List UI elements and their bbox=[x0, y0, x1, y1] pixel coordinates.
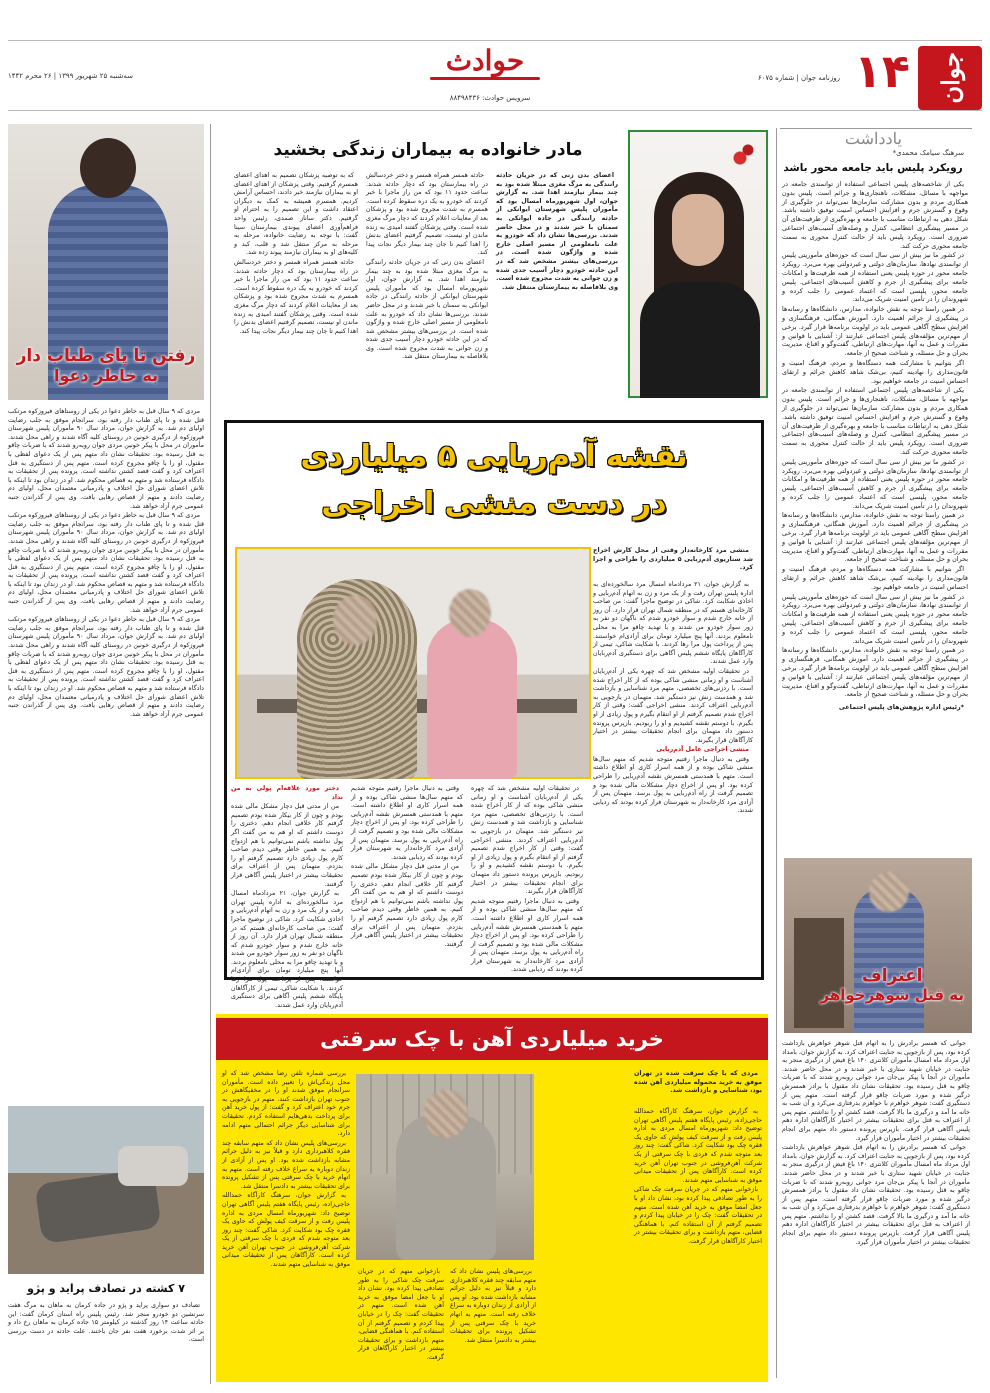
donation-col3 bbox=[234, 172, 358, 394]
gallows-article bbox=[8, 124, 204, 994]
kidnapping-col3 bbox=[351, 785, 463, 971]
cheque-paragraph: بررسی‌های پلیس نشان داد که متهم سابقه چند فقره کلاهبرداری دارد و قبلاً نیز به دلیل جرائم مشابه بازداشت شده بود. او پس از آزادی از زندان دوباره به سراغ خلاف رفته است. متهم به اتهام خرید با چک سرقتی پس از تشکیل پرونده برای تحقیقات بیشتر به دادسرا منتقل شد. bbox=[450, 1268, 536, 1344]
cheque-paragraph: بررسی شماره تلفن رضا مشخص شد که او محل زندگی‌اش را تغییر داده است. مأموران سرانجام موفق شدند او را در مخفیگاهش در جنوب تهران بازداشت کنند. متهم در بازجویی به جرم خود اعتراف کرد و گفت: از پول خرید آهن برای پرداخت بدهی‌هایم استفاده کردم. تحقیقات برای شناسایی دیگر جرائم احتمالی متهم ادامه دارد. bbox=[222, 1070, 350, 1138]
cheque-col2 bbox=[358, 1268, 444, 1374]
kidnapping-title bbox=[227, 439, 761, 521]
page-number: ۱۴ bbox=[853, 44, 910, 98]
donation-paragraph: اعضای بدن زنی که در جریان حادثه رانندگی به مرگ مغزی مبتلا شده بود به چند بیمار نیازمند اهدا شد. به گزارش جوان، اول شهریورماه امسال بود که مأموران پلیس شهرستان ایوانکی از حادثه رانندگی در جاده ایوانکی به سمنان با خبر شدند و در محل حاضر شدند. بررسی‌ها نشان داد که خودرو به علت نامعلومی از مسیر اصلی خارج شده و واژگون شده است. در بررسی‌های بیشتر مشخص شد که در این حادثه خودرو دچار آسیب جدی شده و زن جوانی به شدت مجروح شده است. وی بلافاصله به بیمارستان منتقل شد. bbox=[496, 172, 618, 291]
paper-info: روزنامه جوان | شماره ۶۰۷۵ bbox=[757, 74, 840, 82]
kidnapping-paragraph: در تحقیقات اولیه مشخص شد که چهره یکی از آدم‌ربایان آشناست و او زمانی منشی شاکی بوده که از کار اخراج شده است. با ردزنی‌های تخصصی، متهم مرد شناسایی و بازداشت شد و همدست زنش نیز دستگیر شد. متهمان در بازجویی به آدم‌ربایی اعتراف کردند. منشی اخراجی گفت: وقتی از کار اخراج شدم تصمیم گرفتم از او انتقام بگیرم و پول زیادی از او بگیرم. با دوستم نقشه کشیدیم و او را ربودیم. بازپرس پرونده دستور داد متهمان برای انجام تحقیقات بیشتر در اختیار کارآگاهان قرار بگیرند. bbox=[471, 785, 583, 896]
cheque-title-bar bbox=[216, 1018, 768, 1060]
yaddasht-paragraph: در کشور ما نیز بیش از سی سال است که حوزه‌های مأموریتی پلیس از توانمندی نهادها، سازمان‌های دولتی و غیردولتی بهره می‌برد. رویکرد جامعه محور در حوزه پلیس یعنی استفاده از همه ظرفیت‌ها و امکانات جامعه برای پیشگیری از جرم و کاهش آسیب‌های اجتماعی. پلیس جامعه محور، پلیسی است که اعتماد عمومی را جلب کرده و شهروندان را در تأمین امنیت شریک می‌داند. bbox=[782, 251, 968, 304]
confession-paragraph: جوانی که همسر برادرش را به اتهام قتل شوهر خواهرش بازداشت کرده بود، پس از بازجویی به جنایت اعتراف کرد. به گزارش جوان، بامداد اول مرداد ماه امسال مأموران کلانتری ۱۴۰ باغ فیض از درگیری منجر به جنایت در خیابان شهید ستاری با خبر شدند و در محل حاضر شدند. مأموران در آنجا با پیکر بی‌جان مرد جوانی روبه‌رو شدند که با ضربات چاقو به قتل رسیده بود. تحقیقات نشان داد مقتول با برادر همسرش درگیر شده و مورد ضربات چاقو قرار گرفته است. متهم پس از دستگیری گفت: شوهر خواهرم با خواهرم بدرفتاری می‌کرد و آن شب به خانه ما آمد و درگیری ما بالا گرفت. قصد کشتن او را نداشتم. متهم پس از اعتراف به قتل برای تحقیقات بیشتر در اختیار کارآگاهان اداره دهم پلیس آگاهی قرار گرفت. بازپرس پرونده دستور داد متهم برای انجام تحقیقات بیشتر در اختیار مأموران قرار گیرد. bbox=[782, 1040, 970, 1142]
gallows-paragraph: مردی که ۹ سال قبل به خاطر دعوا در یکی از روستاهای فیروزکوه مرتکب قتل شده و تا پای طناب دار رفته بود، سرانجام موفق به جلب رضایت اولیای دم شد. به گزارش جوان، مرداد سال ۹۰ مأموران پلیس شهرستان فیروزکوه از درگیری خونین در روستای کلیه آگاه شدند و راهی محل شدند. مأموران در محل با پیکر خونین مردی جوان روبه‌رو شدند که با ضربات چاقو به قتل رسیده بود. تحقیقات نشان داد متهم پس از یک دعوای لفظی با مقتول، او را با چاقو مجروح کرده است. متهم پس از دستگیری به قتل اعتراف کرد و گفت قصد کشتن نداشته است. پرونده پس از تحقیقات به دادگاه فرستاده شد و متهم به قصاص محکوم شد. او در زندان بود تا اینکه با تلاش اعضای شورای حل اختلاف و پادرمیانی معتمدان محل، اولیای دم رضایت دادند و متهم از قصاص رهایی یافت. وی پس از گذراندن جنبه عمومی جرم آزاد خواهد شد. bbox=[8, 616, 204, 718]
cheque-photo bbox=[356, 1074, 534, 1260]
kidnapping-paragraph: به گزارش جوان، ۲۱ مردادماه امسال مرد سالخورده‌ای به اداره پلیس تهران رفت و از یک مرد و زن به اتهام آدم‌ربایی و اخاذی شکایت کرد. شاکی در توضیح ماجرا گفت: من صاحب کارخانه‌ای هستم که در منطقه شمال تهران قرار دارد. آن روز از خانه خارج شدم و سوار خودرو شدم که ناگهان دو نفر به زور سوار خودرو من شدند و با تهدید چاقو مرا به محلی نامعلوم بردند. آنها پنج میلیارد تومان برای آزادی‌ام خواستند. پس از پرداخت پول مرا رها کردند. با شکایت شاکی، تیمی از کارآگاهان پایگاه ششم پلیس آگاهی برای دستگیری آدم‌ربایان وارد عمل شدند. bbox=[593, 581, 753, 666]
crash-article bbox=[8, 1106, 204, 1384]
gallows-kicker bbox=[8, 346, 204, 385]
suspect-man bbox=[427, 619, 517, 779]
cheque-title: خرید میلیاردی آهن با چک سرقتی bbox=[320, 1027, 664, 1051]
cheque-lead bbox=[634, 1070, 762, 1106]
kidnapping-title-line2: در دست منشی اخراجی bbox=[321, 486, 667, 521]
donation-photo bbox=[628, 130, 768, 398]
kidnapping-subhead: دختر مورد علاقه‌ام پولی به من نداد bbox=[231, 785, 343, 801]
logo-text: جوان bbox=[935, 52, 965, 104]
gallows-paragraph: مردی که ۹ سال قبل به خاطر دعوا در یکی از روستاهای فیروزکوه مرتکب قتل شده و تا پای طناب دار رفته بود، سرانجام موفق به جلب رضایت اولیای دم شد. به گزارش جوان، مرداد سال ۹۰ مأموران پلیس شهرستان فیروزکوه از درگیری خونین در روستای کلیه آگاه شدند و راهی محل شدند. مأموران در محل با پیکر خونین مردی جوان روبه‌رو شدند که با ضربات چاقو به قتل رسیده بود. تحقیقات نشان داد متهم پس از یک دعوای لفظی با مقتول، او را با چاقو مجروح کرده است. متهم پس از دستگیری به قتل اعتراف کرد و گفت قصد کشتن نداشته است. پرونده پس از تحقیقات به دادگاه فرستاده شد و متهم به قصاص محکوم شد. او در زندان بود تا اینکه با تلاش اعضای شورای حل اختلاف و پادرمیانی معتمدان محل، اولیای دم رضایت دادند و متهم از قصاص رهایی یافت. وی پس از گذراندن جنبه عمومی جرم آزاد خواهد شد. bbox=[8, 512, 204, 614]
kidnapping-lead-text: منشی مرد کارخانه‌دار وقتی از محل کارش اخراج شد سناریوی آدم‌ربایی ۵ میلیاردی را طراحی و اجرا کرد. bbox=[593, 547, 754, 572]
cheque-article bbox=[216, 1014, 768, 1382]
donation-col2 bbox=[366, 172, 488, 394]
cheque-lead-text: مردی که با چک سرقت شده در تهران موفق به خرید محموله میلیاردی آهن شده بود، شناسایی و بازداشت شد. bbox=[634, 1070, 762, 1095]
kidnapping-paragraph: من از مدتی قبل دچار مشکل مالی شده بودم و چون از کار بیکار شده بودم تصمیم گرفتم کار خلافی انجام دهم. دختری را دوست داشتم که او هم به من گفت اگر پول نداشته باشم نمی‌توانیم با هم ازدواج کنیم. به همین خاطر وقتی دیدم صاحب کارم پول زیادی دارد تصمیم گرفتم او را بدزدم. متهمان پس از اعتراف برای تحقیقات بیشتر در اختیار پلیس آگاهی قرار گرفتند. bbox=[351, 863, 463, 948]
confession-article bbox=[780, 858, 972, 1378]
kidnapping-subhead: منشی اخراجی عامل آدم‌ربایی bbox=[656, 746, 749, 754]
wrecked-car bbox=[118, 1146, 188, 1186]
yaddasht-paragraph: در همین راستا توجه به نقش خانواده، مدارس، دانشگاه‌ها و رسانه‌ها در پیشگیری از جرائم اهمیت دارد. آموزش همگانی، فرهنگسازی و افزایش سطح آگاهی عمومی باید در اولویت برنامه‌ها قرار گیرد. برخی از مهم‌ترین مؤلفه‌های پلیس اجتماعی عبارتند از: آشنایی با قوانین و مقررات و عمل به آنها، مهارت‌های ارتباطی، گفت‌وگو و اقناع، مدیریت بحران و حل مسئله، و شناخت صحیح از جامعه. bbox=[782, 511, 968, 564]
woman-face bbox=[672, 194, 724, 266]
donation-paragraph: که به توصیه پزشکان تصمیم به اهدای اعضای همسرم گرفتیم. وقتی پزشکان از اهدای اعضای او به بیماران نیازمند خبر دادند، احساس آرامش کردیم. همسرم همیشه به کمک به دیگران اعتقاد داشت و این تصمیم را به احترام او گرفتیم. دکتر ساناز صمدی، رئیس واحد فراهم‌آوری اعضای پیوندی بیمارستان سینا گفت: با توجه به رضایت خانواده، مرحله به مرحله به مرکز منتقل شد و قلب، کبد و کلیه‌های او به بیماران نیازمند پیوند زده شد. bbox=[234, 172, 358, 257]
crash-paragraph: تصادف دو سواری پراید و پژو در جاده کرمان به ماهان به مرگ هفت سرنشین دو خودرو منجر شد. رئیس پلیس راه استان کرمان گفت: این حادثه ساعت ۱۴ روز گذشته در کیلومتر ۱۵ جاده کرمان به ماهان رخ داد و بر اثر شدت برخورد هفت نفر جان باختند. علت حادثه در دست بررسی است. bbox=[8, 1302, 204, 1344]
section-underline bbox=[430, 77, 540, 80]
kidnapping-article bbox=[224, 420, 764, 1009]
donation-paragraph: حادثه همسر همراه همسر و دختر خردسالش در راه بیمارستان بود که دچار حادثه شدند. ساعت حدود ۱۱ بود که من راز ماجرا با خبر کردند که خودرو به یک دره سقوط کرده است. همسرم به شدت مجروح شده بود و پزشکان بعد از معاینات اعلام کردند که دچار مرگ مغزی شده است. وقتی پزشکان گفتند امیدی به زنده ماندن او نیست، تصمیم گرفتیم اعضای بدنش را اهدا کنیم تا جان چند بیمار دیگر نجات پیدا کند. bbox=[366, 172, 488, 257]
crash-photo bbox=[8, 1106, 204, 1274]
cheque-col4 bbox=[222, 1070, 350, 1374]
issue-date: سه‌شنبه ۲۵ شهریور ۱۳۹۹ | ۲۶ محرم ۱۴۴۲ bbox=[8, 72, 133, 80]
donation-title: مادر خانواده به بیماران زندگی بخشید bbox=[273, 140, 583, 160]
service-phone: سرویس حوادث: ۸۸۴۹۸۴۳۶ bbox=[449, 94, 531, 102]
gallows-kicker-line1: رفتن تا پای طناب دار bbox=[16, 346, 196, 366]
confession-kicker-line1: اعتراف bbox=[861, 966, 923, 986]
gallows-photo bbox=[8, 124, 204, 400]
cheque-col3 bbox=[450, 1268, 536, 1374]
confession-body bbox=[782, 1040, 970, 1372]
yaddasht-signature: *رئیس اداره پژوهش‌های پلیس اجتماعی bbox=[838, 703, 964, 712]
yaddasht-paragraph: اگر بتوانیم با مشارکت همه دستگاه‌ها و مردم، فرهنگ امنیت و قانون‌مداری را نهادینه کنیم، بی‌شک شاهد کاهش جرائم و ارتقای احساس امنیت در جامعه خواهیم بود. bbox=[782, 565, 968, 591]
kidnapping-paragraph: در تحقیقات اولیه مشخص شد که چهره یکی از آدم‌ربایان آشناست و او زمانی منشی شاکی بوده که از کار اخراج شده است. با ردزنی‌های تخصصی، متهم مرد شناسایی و بازداشت شد و همدست زنش نیز دستگیر شد. متهمان در بازجویی به آدم‌ربایی اعتراف کردند. منشی اخراجی گفت: وقتی از کار اخراج شدم تصمیم گرفتم از او انتقام بگیرم و پول زیادی از او بگیرم. با دوستم نقشه کشیدیم و او را ربودیم. بازپرس پرونده دستور داد متهمان برای انجام تحقیقات بیشتر در اختیار کارآگاهان قرار بگیرند. bbox=[593, 667, 753, 744]
yaddasht-label: یادداشت bbox=[844, 129, 902, 148]
newspaper-logo bbox=[918, 46, 982, 110]
cheque-paragraph: بازخوانی متهم که در جریان سرقت چک شاکی را به طور تصادفی پیدا کرده بود، نشان داد او با جعل امضا موفق به خرید آهن شده است. متهم در تحقیقات گفت: چک را در خیابان پیدا کردم و تصمیم گرفتم از آن استفاده کنم. با هماهنگی قضایی، متهم بازداشت و برای تحقیقات بیشتر در اختیار کارآگاهان قرار گرفت. bbox=[634, 1186, 762, 1245]
donation-article bbox=[228, 124, 768, 400]
cheque-col1 bbox=[634, 1108, 762, 1374]
kidnapping-lead bbox=[593, 547, 753, 577]
yaddasht-header bbox=[780, 128, 972, 158]
flower-decoration bbox=[720, 138, 760, 178]
yaddasht-paragraph: در کشور ما نیز بیش از سی سال است که حوزه‌های مأموریتی پلیس از توانمندی نهادها، سازمان‌های دولتی و غیردولتی بهره می‌برد. رویکرد جامعه محور در حوزه پلیس یعنی استفاده از همه ظرفیت‌ها و امکانات جامعه برای پیشگیری از جرم و کاهش آسیب‌های اجتماعی. پلیس جامعه محور، پلیسی است که اعتماد عمومی را جلب کرده و شهروندان را در تأمین امنیت شریک می‌داند. bbox=[782, 457, 968, 510]
blurred-face bbox=[333, 595, 377, 645]
donation-paragraph: اعضای بدن زنی که در جریان حادثه رانندگی به مرگ مغزی مبتلا شده بود به چند بیمار نیازمند اهدا شد. به گزارش جوان، اول شهریورماه امسال بود که مأموران پلیس شهرستان ایوانکی از حادثه رانندگی در جاده ایوانکی به سمنان با خبر شدند و در محل حاضر شدند. بررسی‌ها نشان داد که خودرو به علت نامعلومی از مسیر اصلی خارج شده و واژگون شده است. در بررسی‌های بیشتر مشخص شد که در این حادثه خودرو دچار آسیب جدی شده و زن جوانی به شدت مجروح شده است. وی بلافاصله به بیمارستان منتقل شد. bbox=[366, 258, 488, 361]
kidnapping-paragraph: وقتی به دنبال ماجرا رفتیم متوجه شدیم که متهم سال‌ها منشی شاکی بوده و از همه اسرار کاری او اطلاع داشته است. متهم با همدستی همسرش نقشه آدم‌ربایی را طراحی کرده بود. او پس از اخراج دچار مشکلات مالی شده بود و تصمیم گرفت از راه آدم‌ربایی به پول برسد. متهمان پس از آزادی مرد کارخانه‌دار به شهرستان فرار کرده بودند که ردیابی شدند. bbox=[471, 897, 583, 974]
blurred-face bbox=[424, 1090, 468, 1138]
yaddasht-author: سرهنگ سیامک محمدی* bbox=[892, 149, 964, 157]
kidnapping-photo bbox=[235, 547, 591, 779]
crash-title: ۷ کشته در تصادف پراید و پژو bbox=[27, 1282, 185, 1295]
kidnapping-col1 bbox=[593, 581, 753, 971]
gallows-body bbox=[8, 408, 204, 992]
crash-body bbox=[8, 1302, 204, 1382]
confession-kicker-line2: به قتل شوهرخواهر bbox=[820, 986, 964, 1004]
confession-photo bbox=[784, 858, 972, 1033]
yaddasht-paragraph: در همین راستا توجه به نقش خانواده، مدارس، دانشگاه‌ها و رسانه‌ها در پیشگیری از جرائم اهمیت دارد. آموزش همگانی، فرهنگسازی و افزایش سطح آگاهی عمومی باید در اولویت برنامه‌ها قرار گیرد. برخی از مهم‌ترین مؤلفه‌های پلیس اجتماعی عبارتند از: آشنایی با قوانین و مقررات و عمل به آنها، مهارت‌های ارتباطی، گفت‌وگو و اقناع، مدیریت بحران و حل مسئله، و شناخت صحیح از جامعه. bbox=[782, 305, 968, 358]
blurred-face bbox=[449, 589, 491, 637]
cheque-paragraph: به گزارش جوان، سرهنگ کارآگاه حمدالله حاجی‌زاده، رئیس پایگاه هفتم پلیس آگاهی تهران توضیح داد: شهریورماه امسال مردی به اداره پلیس رفت و از سرقت کیف پولش که حاوی یک فقره چک بود شکایت کرد. شاکی گفت: چند روز بعد متوجه شدم که فردی با چک سرقتی از یک شرکت آهن‌فروشی در جنوب تهران آهن خرید کرده است. کارآگاهان پس از تحقیقات میدانی موفق به شناسایی متهم شدند. bbox=[634, 1108, 762, 1184]
kidnapping-paragraph: وقتی به دنبال ماجرا رفتیم متوجه شدیم که متهم سال‌ها منشی شاکی بوده و از همه اسرار کاری او اطلاع داشته است. متهم با همدستی همسرش نقشه آدم‌ربایی را طراحی کرده بود. او پس از اخراج دچار مشکلات مالی شده بود و تصمیم گرفت از راه آدم‌ربایی به پول برسد. متهمان پس از آزادی مرد کارخانه‌دار به شهرستان فرار کرده بودند که ردیابی شدند. bbox=[351, 785, 463, 861]
blurred-face bbox=[869, 872, 909, 912]
yaddasht-body bbox=[782, 180, 968, 840]
kidnapping-title-line1: نقشه آدم‌ربایی ۵ میلیاردی bbox=[300, 439, 688, 474]
donation-col1 bbox=[496, 172, 618, 394]
section-title bbox=[420, 44, 550, 90]
confession-kicker bbox=[821, 966, 964, 1004]
gallows-kicker-line2: به خاطر دعوا bbox=[53, 366, 159, 385]
yaddasht-title: رویکرد پلیس باید جامعه محور باشد bbox=[783, 162, 963, 174]
kidnapping-paragraph: به گزارش جوان، ۲۱ مردادماه امسال مرد سالخورده‌ای به اداره پلیس تهران رفت و از یک مرد و زن به اتهام آدم‌ربایی و اخاذی شکایت کرد. شاکی در توضیح ماجرا گفت: من صاحب کارخانه‌ای هستم که در منطقه شمال تهران قرار دارد. آن روز از خانه خارج شدم و سوار خودرو شدم که ناگهان دو نفر به زور سوار خودرو من شدند و با تهدید چاقو مرا به محلی نامعلوم بردند. آنها پنج میلیارد تومان برای آزادی‌ام خواستند. پس از پرداخت پول مرا رها کردند. با شکایت شاکی، تیمی از کارآگاهان پایگاه ششم پلیس آگاهی برای دستگیری آدم‌ربایان وارد عمل شدند. bbox=[231, 890, 343, 1009]
confession-paragraph: جوانی که همسر برادرش را به اتهام قتل شوهر خواهرش بازداشت کرده بود، پس از بازجویی به جنایت اعتراف کرد. به گزارش جوان، بامداد اول مرداد ماه امسال مأموران کلانتری ۱۴۰ باغ فیض از درگیری منجر به جنایت در خیابان شهید ستاری با خبر شدند و در محل حاضر شدند. مأموران در آنجا با پیکر بی‌جان مرد جوانی روبه‌رو شدند که با ضربات چاقو به قتل رسیده بود. تحقیقات نشان داد مقتول با برادر همسرش درگیر شده و مورد ضربات چاقو قرار گرفته است. متهم پس از دستگیری گفت: شوهر خواهرم با خواهرم بدرفتاری می‌کرد و آن شب به خانه ما آمد و درگیری ما بالا گرفت. قصد کشتن او را نداشتم. متهم پس از اعتراف به قتل برای تحقیقات بیشتر در اختیار کارآگاهان اداره دهم پلیس آگاهی قرار گرفت. بازپرس پرونده دستور داد متهم برای انجام تحقیقات بیشتر در اختیار مأموران قرار گیرد. bbox=[782, 1144, 970, 1246]
prisoner-head bbox=[80, 138, 136, 198]
yaddasht-column bbox=[780, 128, 972, 850]
page-masthead bbox=[0, 40, 990, 112]
donation-paragraph: حادثه همسر همراه همسر و دختر خردسالش در راه بیمارستان بود که دچار حادثه شدند. ساعت حدود ۱۱ بود که من راز ماجرا با خبر کردند که خودرو به یک دره سقوط کرده است. همسرم به شدت مجروح شده بود و پزشکان بعد از معاینات اعلام کردند که دچار مرگ مغزی شده است. وقتی پزشکان گفتند امیدی به زنده ماندن او نیست، تصمیم گرفتیم اعضای بدنش را اهدا کنیم تا جان چند بیمار دیگر نجات پیدا کند. bbox=[234, 258, 358, 335]
yaddasht-paragraph: یکی از شاخصه‌های پلیس اجتماعی استفاده از توانمندی جامعه در مواجهه با مسائل، مشکلات، ناهنجاری‌ها و جرائم است. پلیس بدون همکاری مردم و بدون مشارکت سازمان‌ها نمی‌تواند در جلوگیری از وقوع و گسترش جرم و افزایش احساس امنیت توفیق داشته باشد. شکل دهی به ارتباطات مناسب با جامعه و بهره‌گیری از ظرفیت‌های آن در مسیر پیشگیری انتظامی، کنترل و وصله‌های آسیب‌های اجتماعی ضروری است. رویکرد پلیس باید از حالت کنترل محوری به سمت جامعه محوری حرکت کند. bbox=[782, 180, 968, 250]
yaddasht-paragraph: در کشور ما نیز بیش از سی سال است که حوزه‌های مأموریتی پلیس از توانمندی نهادها، سازمان‌های دولتی و غیردولتی بهره می‌برد. رویکرد جامعه محور در حوزه پلیس یعنی استفاده از همه ظرفیت‌ها و امکانات جامعه برای پیشگیری از جرم و کاهش آسیب‌های اجتماعی. پلیس جامعه محور، پلیسی است که اعتماد عمومی را جلب کرده و شهروندان را در تأمین امنیت شریک می‌داند. bbox=[782, 592, 968, 645]
section-name: حوادث bbox=[445, 44, 525, 77]
yaddasht-paragraph: اگر بتوانیم با مشارکت همه دستگاه‌ها و مردم، فرهنگ امنیت و قانون‌مداری را نهادینه کنیم، بی‌شک شاهد کاهش جرائم و ارتقای احساس امنیت در جامعه خواهیم بود. bbox=[782, 358, 968, 385]
cheque-paragraph: به گزارش جوان، سرهنگ کارآگاه حمدالله حاجی‌زاده، رئیس پایگاه هفتم پلیس آگاهی تهران توضیح داد: شهریورماه امسال مردی به اداره پلیس رفت و از سرقت کیف پولش که حاوی یک فقره چک بود شکایت کرد. شاکی گفت: چند روز بعد متوجه شدم که فردی با چک سرقتی از یک شرکت آهن‌فروشی در جنوب تهران آهن خرید کرده است. کارآگاهان پس از تحقیقات میدانی موفق به شناسایی متهم شدند. bbox=[222, 1192, 350, 1269]
cheque-paragraph: بازخوانی متهم که در جریان سرقت چک شاکی را به طور تصادفی پیدا کرده بود، نشان داد او با جعل امضا موفق به خرید آهن شده است. متهم در تحقیقات گفت: چک را در خیابان پیدا کردم و تصمیم گرفتم از آن استفاده کنم. با هماهنگی قضایی، متهم بازداشت و برای تحقیقات بیشتر در اختیار کارآگاهان قرار گرفت. bbox=[358, 1268, 444, 1361]
kidnapping-col4 bbox=[231, 785, 343, 1009]
kidnapping-col2 bbox=[471, 785, 583, 974]
gallows-paragraph: مردی که ۹ سال قبل به خاطر دعوا در یکی از روستاهای فیروزکوه مرتکب قتل شده و تا پای طناب دار رفته بود، سرانجام موفق به جلب رضایت اولیای دم شد. به گزارش جوان، مرداد سال ۹۰ مأموران پلیس شهرستان فیروزکوه از درگیری خونین در روستای کلیه آگاه شدند و راهی محل شدند. مأموران در محل با پیکر خونین مردی جوان روبه‌رو شدند که با ضربات چاقو به قتل رسیده بود. تحقیقات نشان داد متهم پس از یک دعوای لفظی با مقتول، او را با چاقو مجروح کرده است. متهم پس از دستگیری به قتل اعتراف کرد و گفت قصد کشتن نداشته است. پرونده پس از تحقیقات به دادگاه فرستاده شد و متهم به قصاص محکوم شد. او در زندان بود تا اینکه با تلاش اعضای شورای حل اختلاف و پادرمیانی معتمدان محل، اولیای دم رضایت دادند و متهم از قصاص رهایی یافت. وی پس از گذراندن جنبه عمومی جرم آزاد خواهد شد. bbox=[8, 408, 204, 510]
cheque-paragraph: بررسی‌های پلیس نشان داد که متهم سابقه چند فقره کلاهبرداری دارد و قبلاً نیز به دلیل جرائم مشابه بازداشت شده بود. او پس از آزادی از زندان دوباره به سراغ خلاف رفته است. متهم به اتهام خرید با چک سرقتی پس از تشکیل پرونده برای تحقیقات بیشتر به دادسرا منتقل شد. bbox=[222, 1139, 350, 1190]
yaddasht-paragraph: یکی از شاخصه‌های پلیس اجتماعی استفاده از توانمندی جامعه در مواجهه با مسائل، مشکلات، ناهنجاری‌ها و جرائم است. پلیس بدون همکاری مردم و بدون مشارکت سازمان‌ها نمی‌تواند در جلوگیری از وقوع و گسترش جرم و افزایش احساس امنیت توفیق داشته باشد. شکل دهی به ارتباطات مناسب با جامعه و بهره‌گیری از ظرفیت‌های آن در مسیر پیشگیری انتظامی، کنترل و وصله‌های آسیب‌های اجتماعی ضروری است. رویکرد پلیس باید از حالت کنترل محوری به سمت جامعه محوری حرکت کند. bbox=[782, 386, 968, 456]
kidnapping-paragraph: وقتی به دنبال ماجرا رفتیم متوجه شدیم که متهم سال‌ها منشی شاکی بوده و از همه اسرار کاری او اطلاع داشته است. متهم با همدستی همسرش نقشه آدم‌ربایی را طراحی کرده بود. او پس از اخراج دچار مشکلات مالی شده بود و تصمیم گرفت از راه آدم‌ربایی به پول برسد. متهمان پس از آزادی مرد کارخانه‌دار به شهرستان فرار کرده بودند که ردیابی شدند. bbox=[593, 755, 753, 815]
kidnapping-paragraph: من از مدتی قبل دچار مشکل مالی شده بودم و چون از کار بیکار شده بودم تصمیم گرفتم کار خلافی انجام دهم. دختری را دوست داشتم که او هم به من گفت اگر پول نداشته باشم نمی‌توانیم با هم ازدواج کنیم. به همین خاطر وقتی دیدم صاحب کارم پول زیادی دارد تصمیم گرفتم او را بدزدم. متهمان پس از اعتراف برای تحقیقات بیشتر در اختیار پلیس آگاهی قرار گرفتند. bbox=[231, 803, 343, 888]
yaddasht-paragraph: در همین راستا توجه به نقش خانواده، مدارس، دانشگاه‌ها و رسانه‌ها در پیشگیری از جرائم اهمیت دارد. آموزش همگانی، فرهنگسازی و افزایش سطح آگاهی عمومی باید در اولویت برنامه‌ها قرار گیرد. برخی از مهم‌ترین مؤلفه‌های پلیس اجتماعی عبارتند از: آشنایی با قوانین و مقررات و عمل به آنها، مهارت‌های ارتباطی، گفت‌وگو و اقناع، مدیریت بحران و حل مسئله، و شناخت صحیح از جامعه. bbox=[782, 646, 968, 699]
woman-scarf bbox=[640, 282, 760, 398]
